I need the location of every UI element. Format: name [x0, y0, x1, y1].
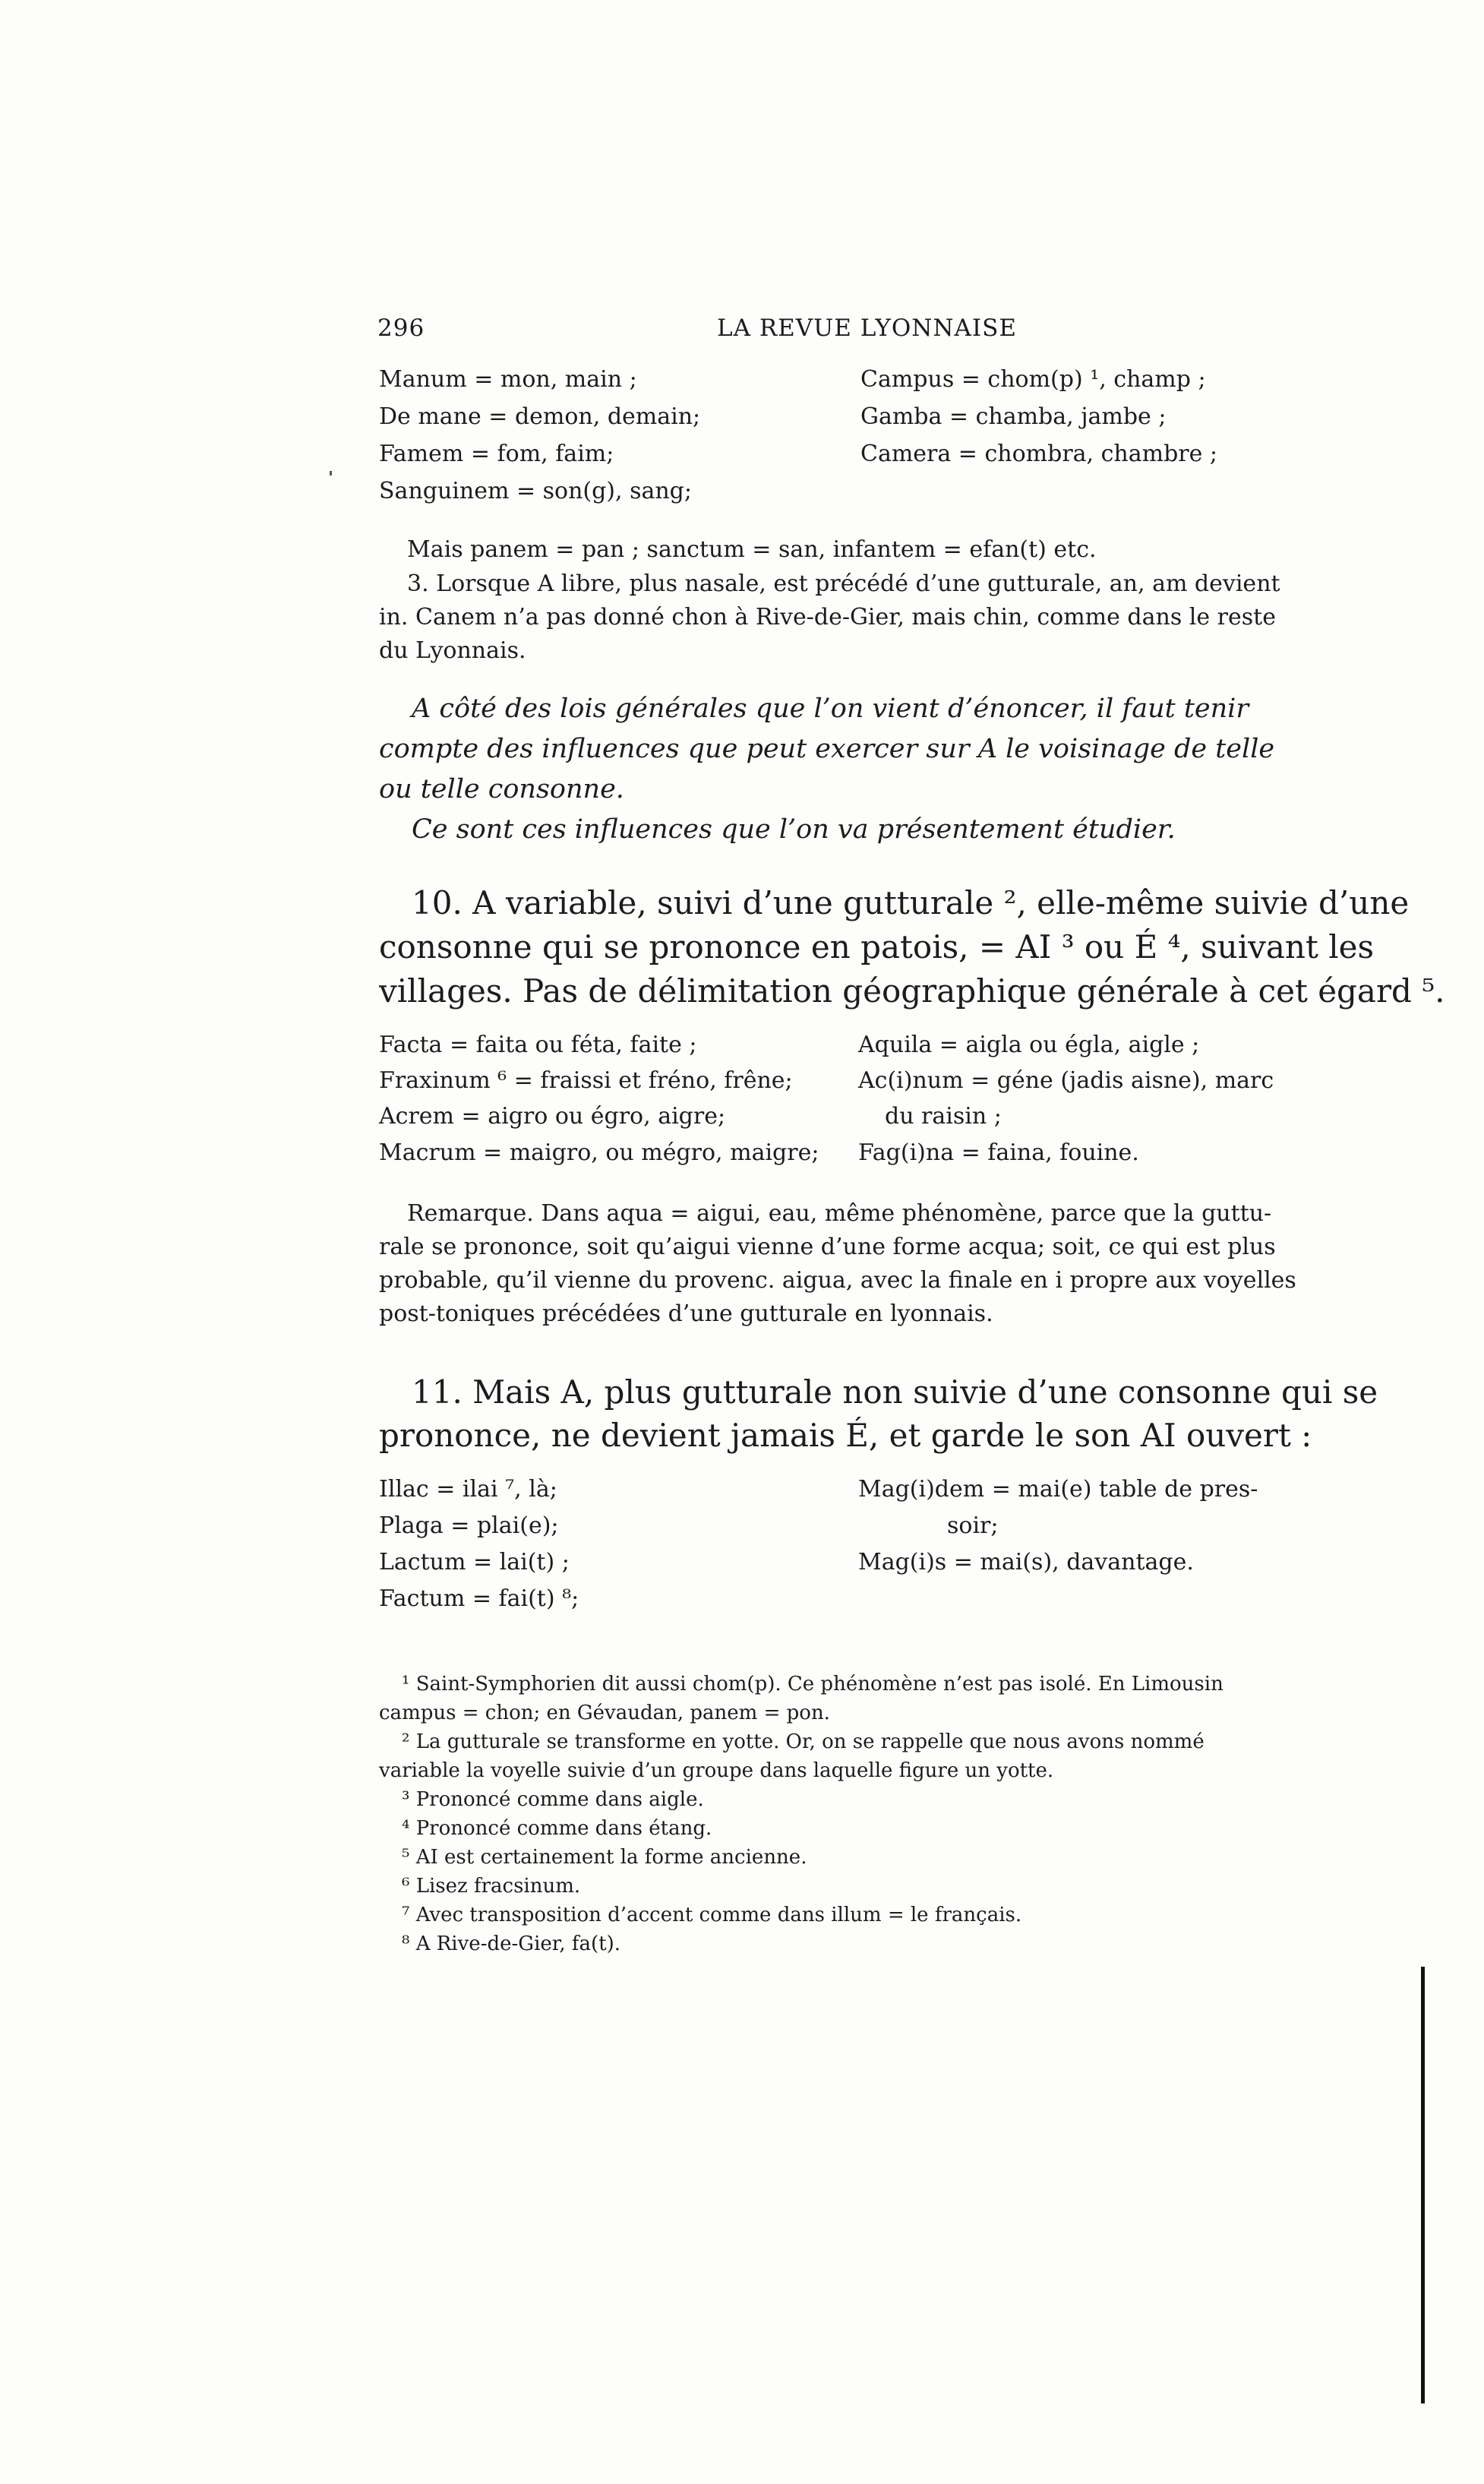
- list-item: Plaga = plai(e);: [379, 1512, 559, 1539]
- text-line: 11. Mais A, plus gutturale non suivie d’une consonne qui se: [412, 1373, 1378, 1411]
- text-line: compte des influences que peut exercer sur A le voisinage de telle: [379, 734, 1275, 764]
- footnote-line: ³ Prononcé comme dans aigle.: [402, 1788, 704, 1811]
- footnote-line: ⁵ AI est certainement la forme ancienne.: [402, 1846, 807, 1869]
- footnote-line: ¹ Saint-Symphorien dit aussi chom(p). Ce phénomène n’est pas isolé. En Limousin: [402, 1673, 1224, 1696]
- scan-edge-rule: [1421, 1967, 1425, 2403]
- footnote-line: variable la voyelle suivie d’un groupe dans laquelle figure un yotte.: [379, 1759, 1054, 1782]
- text-line: rale se prononce, soit qu’aigui vienne d’une forme acqua; soit, ce qui est plus: [379, 1234, 1276, 1260]
- footnote-line: ² La gutturale se transforme en yotte. Or, on se rappelle que nous avons nommé: [402, 1730, 1205, 1753]
- list-item: Mag(i)dem = mai(e) table de pres-: [858, 1476, 1258, 1503]
- page-number: 296: [377, 314, 425, 342]
- text-line: probable, qu’il vienne du provenc. aigua, avec la finale en i propre aux voyelles: [379, 1267, 1296, 1294]
- text-line: A côté des lois générales que l’on vient d’énoncer, il faut tenir: [412, 694, 1249, 724]
- footnote-line: ⁸ A Rive-de-Gier, fa(t).: [402, 1933, 620, 1955]
- text-line: ou telle consonne.: [379, 774, 624, 804]
- text-line: du Lyonnais.: [379, 637, 526, 664]
- text-line: 10. A variable, suivi d’une gutturale ², elle-même suivie d’une: [412, 884, 1410, 921]
- list-item: Mag(i)s = mai(s), davantage.: [858, 1549, 1194, 1575]
- list-item: Manum = mon, main ;: [379, 366, 637, 393]
- list-item: Gamba = chamba, jambe ;: [860, 403, 1167, 430]
- footnote-line: ⁴ Prononcé comme dans étang.: [402, 1817, 712, 1840]
- list-item: De mane = demon, demain;: [379, 403, 701, 430]
- running-head-title: LA REVUE LYONNAISE: [717, 314, 1018, 342]
- text-line: Remarque. Dans aqua = aigui, eau, même phénomène, parce que la guttu-: [407, 1200, 1272, 1227]
- list-item: Factum = fai(t) ⁸;: [379, 1585, 579, 1612]
- text-line: consonne qui se prononce en patois, = AI ³ ou É ⁴, suivant les: [379, 928, 1375, 965]
- list-item: Macrum = maigro, ou mégro, maigre;: [379, 1139, 819, 1166]
- list-item: Famem = fom, faim;: [379, 441, 614, 467]
- paragraph-mais-panem: Mais panem = pan ; sanctum = san, infantem = efan(t) etc.: [407, 536, 1097, 563]
- footnote-line: ⁶ Lisez fracsinum.: [402, 1875, 581, 1898]
- list-item: Fag(i)na = faina, fouine.: [858, 1139, 1139, 1166]
- list-item: Lactum = lai(t) ;: [379, 1549, 570, 1575]
- text-line: villages. Pas de délimitation géographique générale à cet égard ⁵.: [379, 972, 1445, 1010]
- list-item: soir;: [947, 1512, 999, 1539]
- text-line: prononce, ne devient jamais É, et garde le son AI ouvert :: [379, 1417, 1312, 1454]
- list-item: Campus = chom(p) ¹, champ ;: [860, 366, 1206, 393]
- list-item: Ac(i)num = géne (jadis aisne), marc: [858, 1067, 1274, 1094]
- list-item: Aquila = aigla ou égla, aigle ;: [858, 1032, 1200, 1058]
- list-item: Facta = faita ou féta, faite ;: [379, 1032, 697, 1058]
- text-line: Ce sont ces influences que l’on va présentement étudier.: [412, 814, 1176, 845]
- text-line: in. Canem n’a pas donné chon à Rive-de-Gier, mais chin, comme dans le reste: [379, 604, 1276, 630]
- text-line: 3. Lorsque A libre, plus nasale, est précédé d’une gutturale, an, am devient: [407, 570, 1280, 597]
- list-item: Sanguinem = son(g), sang;: [379, 478, 692, 504]
- list-item: du raisin ;: [885, 1103, 1002, 1130]
- footnote-line: campus = chon; en Gévaudan, panem = pon.: [379, 1702, 830, 1724]
- list-item: Illac = ilai ⁷, là;: [379, 1476, 557, 1503]
- list-item: Acrem = aigro ou égro, aigre;: [379, 1103, 726, 1130]
- footnote-line: ⁷ Avec transposition d’accent comme dans illum = le français.: [402, 1904, 1022, 1926]
- list-item: Fraxinum ⁶ = fraissi et fréno, frêne;: [379, 1067, 793, 1094]
- list-item: Camera = chombra, chambre ;: [860, 441, 1218, 467]
- text-line: post-toniques précédées d’une gutturale en lyonnais.: [379, 1300, 993, 1327]
- stray-mark: [330, 471, 332, 476]
